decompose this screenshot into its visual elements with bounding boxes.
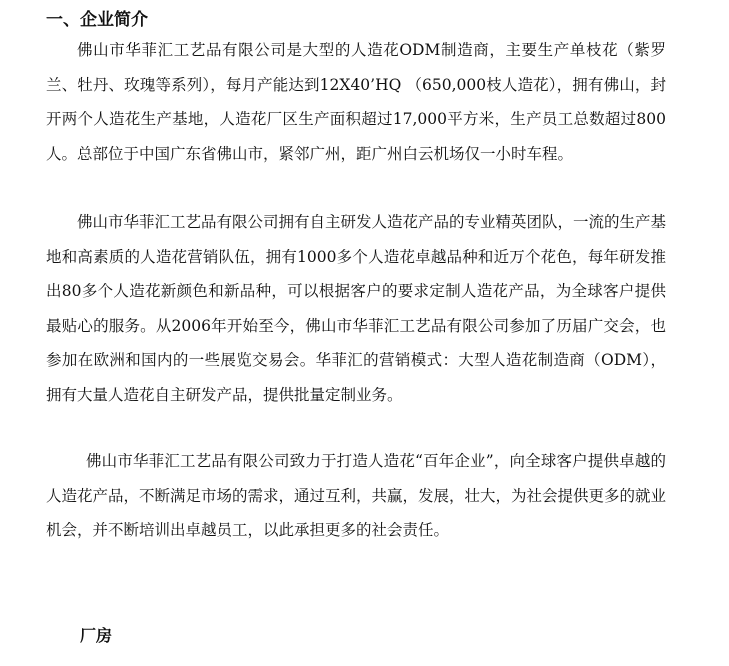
section-heading-factory: 厂房 — [80, 626, 113, 645]
section-heading-company-profile: 一、企业简介 — [46, 10, 148, 30]
paragraph-2: 佛山市华菲汇工艺品有限公司拥有自主研发人造花产品的专业精英团队，一流的生产基地和高素质的人造花营销队伍，拥有1000多个人造花卓越品种和近万个花色，每年研发推出80多个人造花新颜色和新品种，可以根据客户的要求定制人造花产品，为全球客户提供最贴心的服务。从2006年开始至今，佛山市华菲汇工艺品有限公司参加了历届广交会，也参加在欧洲和国内的一些展览交易会。华菲汇的营销模式：大型人造花制造商（ODM），拥有大量人造花自主研发产品，提供批量定制业务。 — [46, 213, 667, 404]
paragraph-1: 佛山市华菲汇工艺品有限公司是大型的人造花ODM制造商，主要生产单枝花（紫罗兰、牡丹、玫瑰等系列），每月产能达到12X40’HQ （650,000枝人造花），拥有佛山，封开两个人造花生产基地，人造花厂区生产面积超过17,000平方米，生产员工总数超过800人。总部位于中国广东省佛山市，紧邻广州，距广州白云机场仅一小时车程。 — [46, 41, 666, 163]
paragraph-3: 佛山市华菲汇工艺品有限公司致力于打造人造花“百年企业”，向全球客户提供卓越的人造花产品，不断满足市场的需求，通过互利，共赢，发展，壮大，为社会提供更多的就业机会，并不断培训出卓越员工，以此承担更多的社会责任。 — [46, 452, 667, 539]
